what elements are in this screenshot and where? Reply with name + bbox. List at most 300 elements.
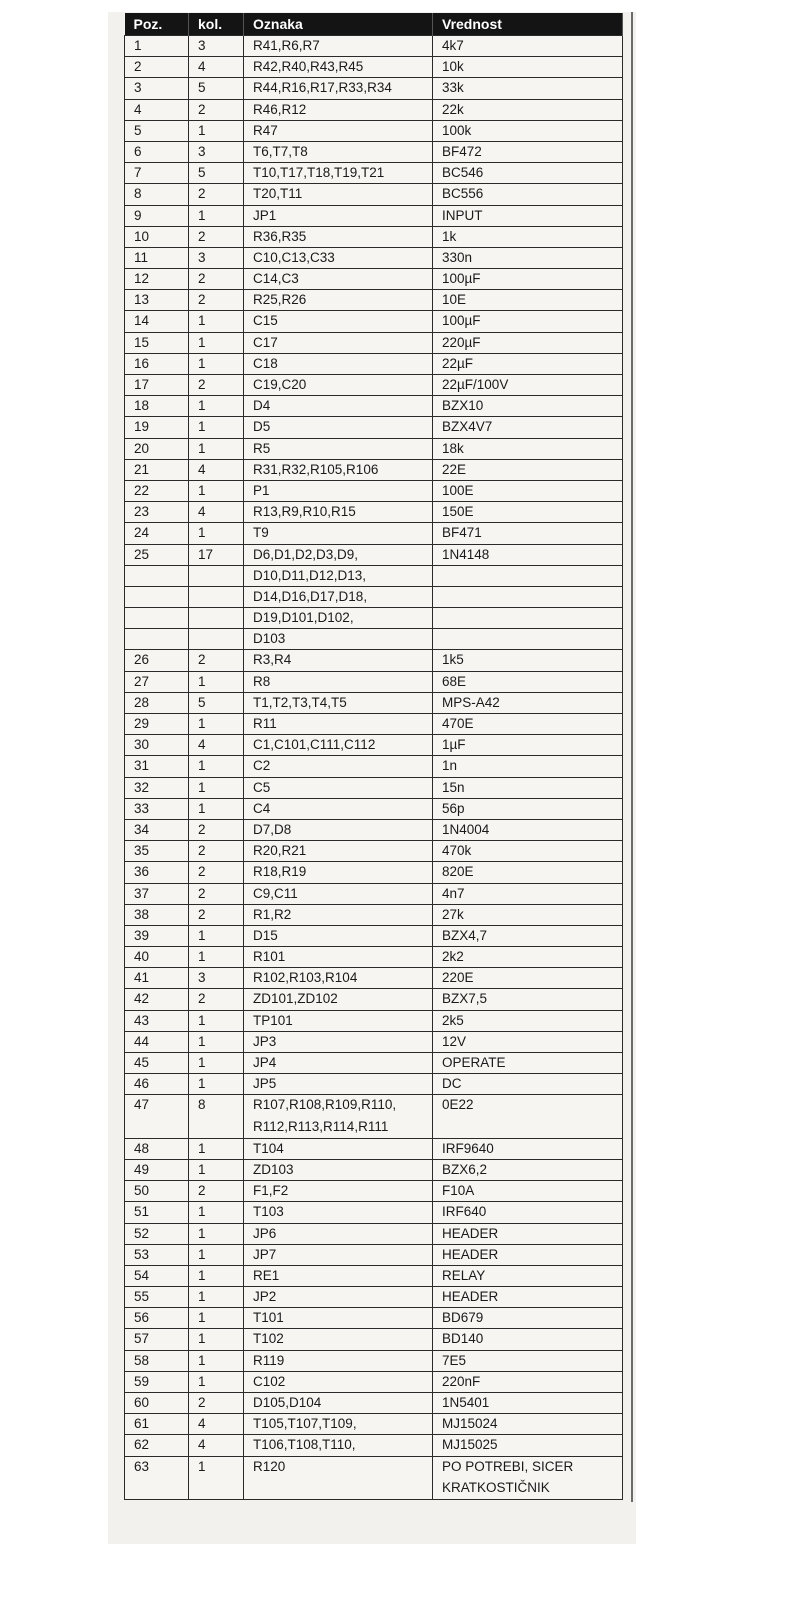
- cell-value-line: BZX10: [442, 398, 484, 414]
- cell-quantity: 1: [189, 1456, 244, 1499]
- cell-value: [433, 1350, 623, 1371]
- cell-label: [244, 586, 433, 607]
- cell-label-line: C5: [253, 779, 271, 795]
- table-row: [125, 1095, 623, 1138]
- cell-value-line: 1N4148: [442, 546, 490, 562]
- cell-label-line: R3,R4: [253, 652, 292, 668]
- cell-label: [244, 480, 433, 501]
- cell-label-line: RE1: [253, 1267, 280, 1283]
- cell-value-line: 1N5401: [442, 1395, 490, 1410]
- cell-value: [433, 692, 623, 713]
- cell-label-line: R25,R26: [253, 292, 307, 308]
- table-row: [125, 1329, 623, 1350]
- cell-value: [433, 353, 623, 374]
- cell-value-line: 220µF: [442, 334, 481, 350]
- cell-label: [244, 459, 433, 480]
- cell-label: [244, 1053, 433, 1074]
- table-row: [125, 841, 623, 862]
- table-row: [125, 1202, 623, 1223]
- cell-quantity: 4: [189, 502, 244, 523]
- cell-value-line: 0E22: [442, 1097, 474, 1113]
- cell-label: [244, 311, 433, 332]
- cell-label: [244, 692, 433, 713]
- table-row: [125, 396, 623, 417]
- table-row: [125, 565, 623, 586]
- cell-position: 41: [125, 968, 189, 989]
- cell-value-line: BC556: [442, 186, 484, 202]
- cell-value: [433, 756, 623, 777]
- cell-value-line: 22k: [442, 101, 464, 117]
- cell-value: [433, 1138, 623, 1159]
- cell-quantity: 1: [189, 925, 244, 946]
- cell-label: [244, 269, 433, 290]
- cell-value: [433, 735, 623, 756]
- cell-value: [433, 1435, 623, 1456]
- cell-value-line: BF471: [442, 525, 482, 541]
- table-row: [125, 523, 623, 544]
- cell-quantity: 2: [189, 184, 244, 205]
- cell-value-line: BZX4,7: [442, 927, 488, 943]
- cell-quantity: 1: [189, 777, 244, 798]
- cell-position: 24: [125, 523, 189, 544]
- cell-value-line: INPUT: [442, 207, 483, 223]
- cell-position: 37: [125, 883, 189, 904]
- cell-label-line: R42,R40,R43,R45: [253, 59, 364, 75]
- cell-value-line: 330n: [442, 249, 473, 265]
- cell-quantity: 1: [189, 1010, 244, 1031]
- cell-label: [244, 438, 433, 459]
- cell-value: [433, 375, 623, 396]
- cell-label: [244, 57, 433, 78]
- cell-quantity: [189, 586, 244, 607]
- cell-quantity: 1: [189, 396, 244, 417]
- cell-label: [244, 1159, 433, 1180]
- cell-label: [244, 714, 433, 735]
- cell-value: [433, 1456, 623, 1499]
- table-row: [125, 1159, 623, 1180]
- cell-value: [433, 502, 623, 523]
- cell-position: [125, 608, 189, 629]
- cell-value-line: IRF9640: [442, 1140, 494, 1156]
- cell-position: 9: [125, 205, 189, 226]
- cell-position: 50: [125, 1181, 189, 1202]
- table-row: [125, 1350, 623, 1371]
- cell-value-line: 4n7: [442, 885, 465, 901]
- cell-label-line: C2: [253, 758, 271, 774]
- table-row: [125, 480, 623, 501]
- cell-value-line: 56p: [442, 800, 465, 816]
- cell-position: 18: [125, 396, 189, 417]
- cell-position: [125, 586, 189, 607]
- cell-label-line: C4: [253, 800, 271, 816]
- cell-quantity: 1: [189, 1265, 244, 1286]
- cell-label-line: C15: [253, 313, 278, 329]
- table-row: [125, 78, 623, 99]
- cell-position: 59: [125, 1371, 189, 1392]
- table-row: [125, 883, 623, 904]
- cell-label-line: R101: [253, 949, 286, 965]
- cell-quantity: 1: [189, 1202, 244, 1223]
- cell-label-line: C18: [253, 355, 278, 371]
- cell-position: [125, 629, 189, 650]
- cell-value: [433, 989, 623, 1010]
- cell-quantity: [189, 565, 244, 586]
- cell-label: [244, 1265, 433, 1286]
- cell-value-line: 12V: [442, 1033, 467, 1049]
- cell-label: [244, 205, 433, 226]
- cell-quantity: 3: [189, 247, 244, 268]
- cell-value-line: IRF640: [442, 1204, 487, 1220]
- cell-value-line: HEADER: [442, 1246, 499, 1262]
- cell-position: 17: [125, 375, 189, 396]
- cell-position: 34: [125, 819, 189, 840]
- table-row: [125, 947, 623, 968]
- cell-value-line: BZX4V7: [442, 419, 493, 435]
- cell-quantity: 4: [189, 1435, 244, 1456]
- cell-value: [433, 1053, 623, 1074]
- table-body: [125, 36, 623, 1500]
- cell-label-line: T106,T108,T110,: [253, 1437, 356, 1453]
- cell-label-line: R20,R21: [253, 843, 307, 859]
- cell-label: [244, 947, 433, 968]
- cell-quantity: 1: [189, 332, 244, 353]
- cell-label-line: JP3: [253, 1033, 277, 1049]
- cell-label-line: R120: [253, 1458, 286, 1474]
- cell-label-line: T103: [253, 1204, 284, 1220]
- cell-value: [433, 650, 623, 671]
- cell-position: 28: [125, 692, 189, 713]
- table-row: [125, 798, 623, 819]
- table-row: [125, 1308, 623, 1329]
- cell-value: [433, 57, 623, 78]
- cell-quantity: 4: [189, 735, 244, 756]
- header-position: Poz.: [125, 13, 189, 36]
- cell-value-line: PO POTREBI, SICER: [442, 1458, 574, 1474]
- cell-label: [244, 502, 433, 523]
- table-row: [125, 904, 623, 925]
- cell-label-line: TP101: [253, 1012, 293, 1028]
- table-row: [125, 1287, 623, 1308]
- cell-label: [244, 1350, 433, 1371]
- table-row: [125, 1265, 623, 1286]
- cell-label-line: JP5: [253, 1076, 277, 1092]
- cell-position: 11: [125, 247, 189, 268]
- cell-label: [244, 608, 433, 629]
- table-row: [125, 226, 623, 247]
- table-row: [125, 57, 623, 78]
- cell-value-line: BZX6,2: [442, 1161, 488, 1177]
- cell-value-line: 220E: [442, 970, 474, 986]
- cell-value-line: 470E: [442, 716, 474, 731]
- cell-label: [244, 120, 433, 141]
- cell-value-line: 100k: [442, 122, 472, 138]
- cell-label: [244, 777, 433, 798]
- cell-position: 49: [125, 1159, 189, 1180]
- table-row: [125, 502, 623, 523]
- cell-value-line: 2k5: [442, 1012, 464, 1028]
- cell-label-line: R18,R19: [253, 864, 307, 880]
- cell-value: [433, 120, 623, 141]
- cell-position: 63: [125, 1456, 189, 1499]
- table-row: [125, 459, 623, 480]
- table-row: [125, 586, 623, 607]
- cell-label: [244, 1244, 433, 1265]
- cell-value-line: BD140: [442, 1331, 484, 1347]
- table-row: [125, 608, 623, 629]
- cell-quantity: 2: [189, 375, 244, 396]
- cell-value: [433, 671, 623, 692]
- cell-label: [244, 1456, 433, 1499]
- cell-quantity: 1: [189, 1287, 244, 1308]
- cell-quantity: 5: [189, 78, 244, 99]
- cell-label: [244, 353, 433, 374]
- cell-label: [244, 841, 433, 862]
- table-row: [125, 1456, 623, 1499]
- cell-label-line: C14,C3: [253, 271, 299, 287]
- cell-label: [244, 1202, 433, 1223]
- cell-label-line: R5: [253, 440, 271, 456]
- cell-position: 62: [125, 1435, 189, 1456]
- cell-position: 56: [125, 1308, 189, 1329]
- cell-label-line: T9: [253, 525, 269, 541]
- cell-position: 53: [125, 1244, 189, 1265]
- cell-label: [244, 1095, 433, 1138]
- cell-position: 15: [125, 332, 189, 353]
- table-row: [125, 862, 623, 883]
- table-row: [125, 1053, 623, 1074]
- cell-value-line: 2k2: [442, 949, 464, 965]
- cell-quantity: [189, 629, 244, 650]
- table-row: [125, 1371, 623, 1392]
- cell-value: [433, 947, 623, 968]
- cell-position: 4: [125, 99, 189, 120]
- table-row: [125, 247, 623, 268]
- cell-label: [244, 671, 433, 692]
- cell-label-line: JP1: [253, 207, 277, 223]
- cell-value-line: 1k: [442, 228, 457, 244]
- cell-label-line: R112,R113,R114,R111: [253, 1118, 389, 1134]
- cell-value: [433, 1223, 623, 1244]
- cell-value: [433, 459, 623, 480]
- cell-value-line: 1k5: [442, 652, 464, 668]
- cell-quantity: 1: [189, 1308, 244, 1329]
- cell-quantity: 1: [189, 756, 244, 777]
- cell-label-line: D105,D104: [253, 1395, 322, 1410]
- header-quantity: kol.: [189, 13, 244, 36]
- cell-quantity: 8: [189, 1095, 244, 1138]
- cell-label-line: T105,T107,T109,: [253, 1416, 357, 1432]
- cell-label-line: D19,D101,D102,: [253, 610, 354, 626]
- cell-value-line: 470k: [442, 843, 472, 859]
- page-edge-line: [631, 12, 633, 1502]
- cell-quantity: 1: [189, 353, 244, 374]
- cell-value-line: 10E: [442, 292, 467, 308]
- cell-label: [244, 1223, 433, 1244]
- cell-quantity: 1: [189, 523, 244, 544]
- table-row: [125, 375, 623, 396]
- cell-position: 6: [125, 141, 189, 162]
- table-row: [125, 438, 623, 459]
- cell-label: [244, 798, 433, 819]
- table-row: [125, 1074, 623, 1095]
- cell-label: [244, 1414, 433, 1435]
- cell-position: 54: [125, 1265, 189, 1286]
- cell-label: [244, 417, 433, 438]
- cell-label-line: C10,C13,C33: [253, 249, 335, 265]
- table-row: [125, 332, 623, 353]
- cell-label-line: C17: [253, 334, 278, 350]
- cell-value-line: 22E: [442, 461, 467, 477]
- cell-value: [433, 841, 623, 862]
- cell-value: [433, 904, 623, 925]
- cell-quantity: 2: [189, 841, 244, 862]
- cell-quantity: 2: [189, 819, 244, 840]
- cell-label-line: R36,R35: [253, 228, 307, 244]
- cell-label: [244, 862, 433, 883]
- cell-value: [433, 523, 623, 544]
- cell-value: [433, 332, 623, 353]
- cell-value-line: MPS-A42: [442, 694, 500, 710]
- table-row: [125, 1435, 623, 1456]
- cell-label-line: JP7: [253, 1246, 277, 1262]
- cell-position: 33: [125, 798, 189, 819]
- table-row: [125, 120, 623, 141]
- cell-position: 45: [125, 1053, 189, 1074]
- cell-quantity: 1: [189, 438, 244, 459]
- cell-quantity: 2: [189, 226, 244, 247]
- cell-position: 20: [125, 438, 189, 459]
- cell-value-line: BC546: [442, 165, 484, 181]
- cell-label-line: D7,D8: [253, 821, 292, 837]
- cell-value: [433, 1244, 623, 1265]
- cell-value: [433, 1371, 623, 1392]
- cell-label: [244, 78, 433, 99]
- cell-quantity: 1: [189, 714, 244, 735]
- table-row: [125, 989, 623, 1010]
- cell-position: 21: [125, 459, 189, 480]
- cell-value: [433, 311, 623, 332]
- cell-value: [433, 544, 623, 565]
- cell-label: [244, 1329, 433, 1350]
- cell-position: 35: [125, 841, 189, 862]
- table-row: [125, 819, 623, 840]
- cell-value: [433, 1393, 623, 1414]
- cell-value: [433, 163, 623, 184]
- cell-value: [433, 1159, 623, 1180]
- table-row: [125, 163, 623, 184]
- cell-position: 36: [125, 862, 189, 883]
- cell-quantity: 5: [189, 692, 244, 713]
- cell-position: 39: [125, 925, 189, 946]
- cell-position: 8: [125, 184, 189, 205]
- cell-label-line: R41,R6,R7: [253, 38, 320, 53]
- cell-quantity: 1: [189, 1138, 244, 1159]
- table-row: [125, 1031, 623, 1052]
- cell-position: 19: [125, 417, 189, 438]
- table-header-row: [125, 13, 623, 36]
- cell-value-line: BZX7,5: [442, 991, 488, 1007]
- cell-label-line: D15: [253, 927, 278, 943]
- cell-label: [244, 36, 433, 57]
- cell-label-line: JP6: [253, 1225, 277, 1241]
- cell-label-line: T102: [253, 1331, 284, 1347]
- cell-quantity: 2: [189, 1181, 244, 1202]
- cell-quantity: 4: [189, 57, 244, 78]
- cell-position: 61: [125, 1414, 189, 1435]
- cell-position: 55: [125, 1287, 189, 1308]
- cell-value-line: DC: [442, 1076, 462, 1092]
- cell-position: 25: [125, 544, 189, 565]
- cell-value: [433, 480, 623, 501]
- cell-value: [433, 925, 623, 946]
- table-row: [125, 184, 623, 205]
- cell-quantity: 2: [189, 290, 244, 311]
- cell-position: 52: [125, 1223, 189, 1244]
- cell-value: [433, 78, 623, 99]
- cell-value: [433, 1414, 623, 1435]
- cell-quantity: 1: [189, 1223, 244, 1244]
- cell-position: 47: [125, 1095, 189, 1138]
- cell-quantity: 17: [189, 544, 244, 565]
- cell-quantity: 5: [189, 163, 244, 184]
- cell-label-line: D5: [253, 419, 271, 435]
- cell-value-line: BF472: [442, 143, 482, 159]
- cell-quantity: 2: [189, 1393, 244, 1414]
- cell-position: 30: [125, 735, 189, 756]
- cell-value: [433, 205, 623, 226]
- table-row: [125, 692, 623, 713]
- cell-value: [433, 226, 623, 247]
- parts-list: [124, 13, 622, 1500]
- cell-position: 46: [125, 1074, 189, 1095]
- table-row: [125, 417, 623, 438]
- cell-value: [433, 1010, 623, 1031]
- cell-quantity: 1: [189, 1159, 244, 1180]
- cell-label: [244, 184, 433, 205]
- table-row: [125, 925, 623, 946]
- cell-value-line: MJ15025: [442, 1437, 498, 1453]
- cell-value-line: HEADER: [442, 1225, 499, 1241]
- cell-value: [433, 565, 623, 586]
- cell-value-line: 1µF: [442, 737, 466, 753]
- cell-label: [244, 290, 433, 311]
- table-row: [125, 141, 623, 162]
- cell-value: [433, 819, 623, 840]
- table-row: [125, 269, 623, 290]
- cell-position: 42: [125, 989, 189, 1010]
- cell-quantity: 2: [189, 269, 244, 290]
- cell-label: [244, 565, 433, 586]
- cell-position: 2: [125, 57, 189, 78]
- cell-value: [433, 1031, 623, 1052]
- cell-value: [433, 396, 623, 417]
- cell-value-line: BD679: [442, 1310, 484, 1326]
- cell-label: [244, 1393, 433, 1414]
- table-row: [125, 777, 623, 798]
- table-row: [125, 714, 623, 735]
- cell-label: [244, 1010, 433, 1031]
- cell-label: [244, 1031, 433, 1052]
- cell-label-line: R107,R108,R109,R110,: [253, 1097, 397, 1113]
- cell-label-line: R102,R103,R104: [253, 970, 358, 986]
- cell-label: [244, 735, 433, 756]
- cell-value-line: 15n: [442, 779, 465, 795]
- cell-position: 14: [125, 311, 189, 332]
- cell-value: [433, 777, 623, 798]
- cell-label: [244, 1308, 433, 1329]
- table-row: [125, 650, 623, 671]
- cell-label-line: R13,R9,R10,R15: [253, 504, 356, 520]
